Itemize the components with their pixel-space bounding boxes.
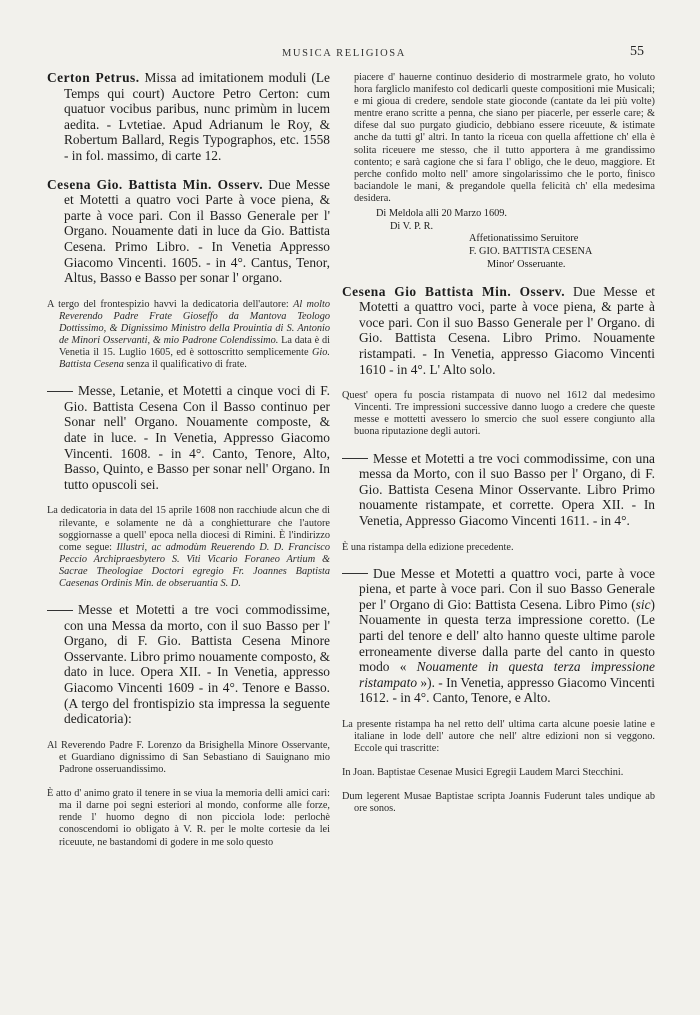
note-text: Quest' opera fu poscia ristampata di nuovo nel 1612 dal medesimo Vincenti. Tre impressioni successive danno luogo a credere che queste messe e mottetti avessero lo smercio che suol essere congiunto alla buona riputazione degli autori. (342, 390, 655, 438)
entry-certon (47, 70, 330, 164)
note-poem-verse (342, 791, 655, 815)
salutation: Di V. P. R. (390, 220, 434, 232)
entry-messe-tre-voci-1611 (342, 451, 655, 529)
note-text: A tergo del frontespizio havvi la dedicatoria dell'autore: (47, 298, 294, 310)
note-reprint-previous (342, 542, 655, 554)
entry-text: Messe et Motetti a tre voci commodissime, con una Messa da morto, con il suo Basso per l' Organo, di F. Gio. Battista Cesena Minore Osservante. Libro primo nouamente composto, & dato in luce. Opera XII. - In Venetia, appresso Giacomo Vincenti 1609 - in 4°. Tenore e Basso. (A tergo del frontispizio sta impressa la seguente dedicatoria): (64, 602, 330, 727)
ditto-dash (342, 573, 368, 574)
entry-italic: Nouamente in questa terza impressione ristampato (359, 659, 655, 690)
entry-author: Certon Petrus. (47, 70, 140, 85)
ditto-dash (47, 610, 73, 611)
dedication-continuation (342, 72, 655, 272)
note-text: La data è di Venetia il 15. Luglio 1605, ed è sottoscritto semplicemente (59, 335, 330, 359)
signature-block (342, 233, 655, 271)
note-dedication-1605 (47, 299, 330, 372)
entry-text: Due Messe et Motetti a quattro voci, parte à voce piena, et parte à voce pari. Con il suo Basso Generale per l' Organo di Gio: Battista Cesena. Libro Pimo ( (359, 565, 655, 612)
note-reprint-1612 (342, 390, 655, 438)
signature-name: F. GIO. BATTISTA CESENA (469, 246, 593, 258)
entry-messe-letanie-1608 (47, 383, 330, 492)
note-italic: Illustri, ac admodùm Reuerendo D. D. Francisco Peccio Archipraesbytero S. Viti Vicario Foraneo Artium & Sacrae Theologiae Doctori egregio Fr. Joannes Baptista Caesenas Ordinis Min. de obseruantia S. D. (59, 541, 330, 589)
note-dedication-body-cont (342, 72, 655, 205)
note-text: La dedicatoria in data del 15 aprile 1608 non racchiude alcun che di rilevante, e solamente ne dà a conghietturare che l'autore soggiornasse a quell' epoca nella diocesi di Rimini. È l'indirizzo come segue: (47, 505, 330, 553)
note-poem-title (342, 767, 655, 779)
note-italic: Gio. Battista Cesena (59, 347, 330, 371)
page-number: 55 (630, 44, 644, 59)
note-poems (342, 719, 655, 755)
note-text: Dum legerent Musae Baptistae scripta Joannis Fuderunt tales undique ab ore sonos. (342, 791, 655, 815)
ditto-dash (342, 458, 368, 459)
note-italic: Al molto Reverendo Padre Frate Gioseffo da Mantova Teologo Dottissimo, & Dignissimo Ministro della Prouintia di S. Antonio de Minori Osservanti, & mio Padrone Colendissimo. (59, 298, 331, 346)
entry-text: Messe, Letanie, et Motetti a cinque voci di F. Gio. Battista Cesena Con il Basso continuo per Sonar nell' Organo. Nouamente composte, & date in luce. - In Venetia, Appresso Giacomo Vincenti. 1608. - in 4°. Canto, Tenore, Alto, Basso, Quinto, e Basso per sonar nell' Organo. In tutto opuscoli sei. (64, 383, 330, 492)
entry-text: Due Messe et Motetti a quatro voci Parte à voce piena, & parte à voce pari. Con il Basso Generale per l' Organo. Nouamente dati in luce da Gio. Battista Cesena. Primo Libro. - In Venetia Appresso Giacomo Vincenti. 1605. - in 4°. Cantus, Tenor, Altus, Basso e Basso per sonar l' organo. (64, 176, 330, 286)
entry-author: Cesena Gio. Battista Min. Osserv. (47, 176, 264, 192)
entry-text: ) Nouamente in questa terza impressione coretto. (Le parti del tenore e dell' alto hanno queste ultime parole erroneamente diverse dalla parte del canto in questo modo « (359, 596, 655, 675)
left-column (47, 70, 330, 861)
running-title: MUSICA RELIGIOSA (282, 48, 406, 59)
note-dedication-address-1609 (47, 740, 330, 776)
entry-text: Due Messe et Motetti a quattro voci, parte à voce piena, & parte à voce pari. Con il suo Basso Generale per l' Organo. di Gio. Battista Cesena. Libro Primo. Nouamente ristampati. - In Venetia, appresso Giacomo Vincenti 1610 - in 4°. L' Alto solo. (359, 283, 655, 377)
note-text: piacere d' hauerne continuo desiderio di mostrarmele grato, ho voluto hora fargliclo manifesto col dedicarli queste compositioni mie Musicali; e mi gioua di credere, sendole state gioconde (cantate da lei più volte) mentre erano scritte a penna, che siano per piacerle, per esserle care; & difese dal suo purgato giudicio, debbiano essere riceuute, & istimate anche da tutti gl' altri. In tanto la riceua con quella affettione ch' ella è solita riceuere me stesso, che il tutto apportera à me grandissimo contento; e sarà cagione che si fara l' obligo, che le deuo, maggiore. Et perche confido molto nell' amore singolarissimo che le porto, finisco baciandole le mani, & pregandole quella felicità ch' ella medesima desidera. (354, 72, 655, 204)
entry-cesena-1605 (47, 177, 330, 286)
note-dedication-1608 (47, 505, 330, 590)
entry-due-messe-1612 (342, 566, 655, 706)
note-text: In Joan. Baptistae Cesenae Musici Egregii Laudem Marci Stecchini. (342, 767, 624, 779)
ditto-dash (47, 391, 73, 392)
entry-text: Messe et Motetti a tre voci commodissime, con una messa da Morto, con il suo Basso per l' Organo, di F. Gio. Battista Cesena Minor Osservante. Libro Primo nouamente ristampate, et corrette. Opera XII. - In Venetia, Appresso Giacomo Vincenti 1611. - in 4°. (359, 450, 655, 528)
entry-messe-tre-voci-1609 (47, 602, 330, 727)
signature-line: Affetionatissimo Seruitore (469, 233, 579, 245)
right-column (342, 72, 655, 828)
note-text: La presente ristampa ha nel retto dell' ultima carta alcune poesie latine e italiane in lode dell' autore che nell' altre edizioni non si veggono. Eccole qui trascritte: (342, 718, 655, 755)
entry-italic: sic (635, 596, 651, 612)
place-date: Di Meldola alli 20 Marzo 1609. (376, 208, 507, 220)
entry-text: »). - In Venetia, appresso Giacomo Vincenti 1612. - in 4°. Canto, Tenore, e Alto. (359, 674, 655, 706)
note-text: Al Reverendo Padre F. Lorenzo da Brisighella Minore Osservante, et Guardiano dignissimo di San Sebastiano di Sauignano mio Padrone osseruandissimo. (47, 739, 330, 776)
entry-author: Cesena Gio Battista Min. Osserv. (342, 283, 566, 299)
signature-line: Minor' Osseruante. (487, 258, 566, 270)
note-text: senza il qualificativo di frate. (123, 359, 247, 371)
note-text: È una ristampa della edizione precedente. (342, 541, 514, 553)
note-dedication-body-1609 (47, 788, 330, 848)
entry-cesena-1610 (342, 284, 655, 378)
page-header (0, 44, 700, 64)
note-text: È atto d' animo grato il tenere in se viua la memoria delli amici cari: ma il darne poi segni esteriori al mondo, conforme alle forze, rende l' huomo degno di non picciola lode: perlochè conoscendomi io obligato à V. R. per le molte cortesie da lei riceuute, ne bastandomi di godere in me solo questo (47, 788, 330, 848)
entry-text: Missa ad imitationem moduli (Le Temps qui court) Auctore Petro Certon: cum quatuor vocibus paribus, nunc primùm in lucem aedita. - Lvtetiae. Apud Adrianum le Roy, & Robertum Ballard, Regis Typographos, etc. 1558 - in fol. massimo, di carte 12. (64, 70, 330, 163)
